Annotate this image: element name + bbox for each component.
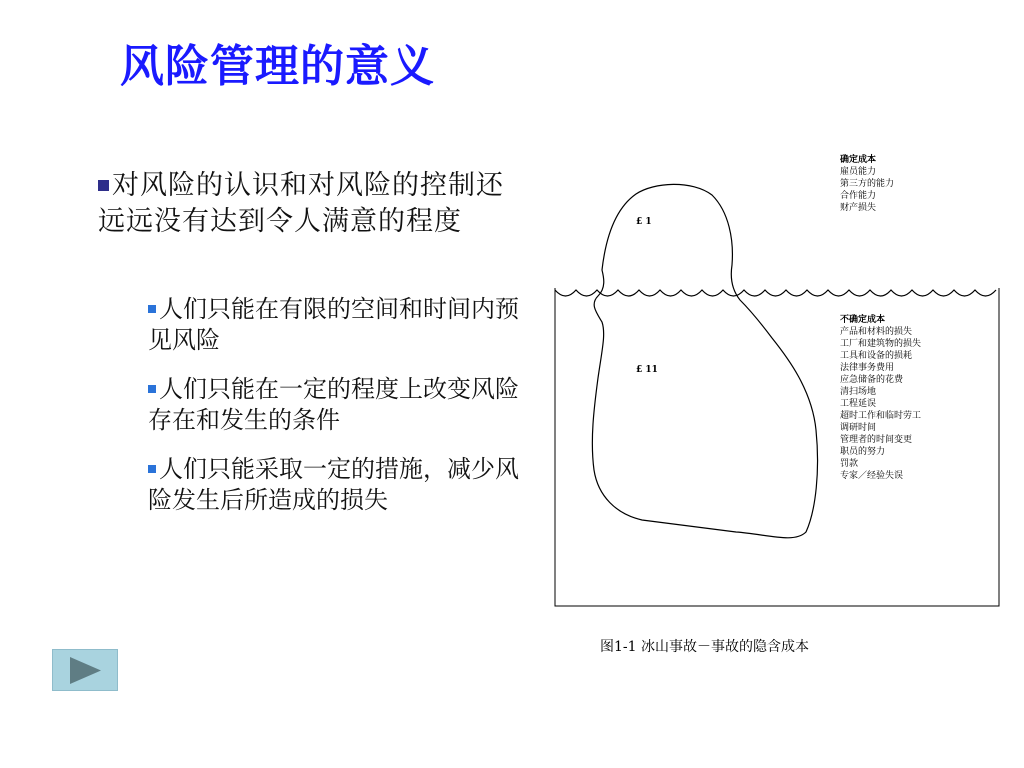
certain-cost-item: 雇员能力 [840,167,877,177]
next-slide-button[interactable] [52,649,118,691]
main-point-text: 对风险的认识和对风险的控制还远远没有达到令人满意的程度 [98,170,504,237]
uncertain-cost-item: 清扫场地 [840,387,877,397]
figure-caption: 图1-1 冰山事故－事故的隐含成本 [600,639,809,655]
certain-cost-item: 财产损失 [840,203,877,213]
square-bullet-icon [148,305,156,313]
uncertain-cost-item: 应急储备的花费 [840,375,904,385]
sub-point-item [148,454,533,516]
figure-frame [555,288,999,606]
square-bullet-icon [98,180,109,191]
uncertain-cost-item: 管理者的时间变更 [840,435,913,445]
uncertain-cost-item: 职员的努力 [840,447,886,457]
uncertain-cost-item: 罚款 [840,459,859,469]
square-bullet-icon [148,385,156,393]
uncertain-cost-item: 工程延误 [840,399,877,409]
main-bullet-point [98,168,528,240]
square-bullet-icon [148,465,156,473]
sub-point-item [148,294,533,356]
certain-cost-item: 第三方的能力 [840,179,895,189]
play-triangle-icon [68,656,102,685]
sub-point-item [148,374,533,436]
water-surface-line [555,290,996,296]
sub-point-text: 人们只能在一定的程度上改变风险存在和发生的条件 [148,375,519,434]
sub-point-text: 人们只能采取一定的措施，减少风险发生后所造成的损失 [148,455,519,514]
certain-cost-item: 合作能力 [840,191,877,201]
above-water-cost-label: £ 1 [636,217,652,227]
uncertain-cost-item: 法律事务费用 [840,363,895,373]
uncertain-cost-item: 专家／经验失误 [840,471,904,481]
uncertain-costs-heading: 不确定成本 [840,315,886,325]
sub-point-list [148,294,533,534]
uncertain-cost-item: 工厂和建筑物的损失 [840,339,922,349]
uncertain-cost-item: 工具和设备的损耗 [840,351,913,361]
uncertain-cost-item: 产品和材料的损失 [840,327,913,337]
uncertain-costs-box [840,314,921,482]
iceberg-diagram [554,140,1000,607]
uncertain-cost-item: 超时工作和临时劳工 [840,411,922,421]
iceberg-outline [592,184,817,537]
certain-costs-box [840,154,894,214]
sub-point-text: 人们只能在有限的空间和时间内预见风险 [148,295,519,354]
below-water-cost-label: £ 11 [636,365,658,375]
slide-title: 风险管理的意义 [120,41,435,92]
iceberg-figure [554,140,1000,607]
certain-costs-heading: 确定成本 [840,155,877,165]
uncertain-cost-item: 调研时间 [840,423,877,433]
